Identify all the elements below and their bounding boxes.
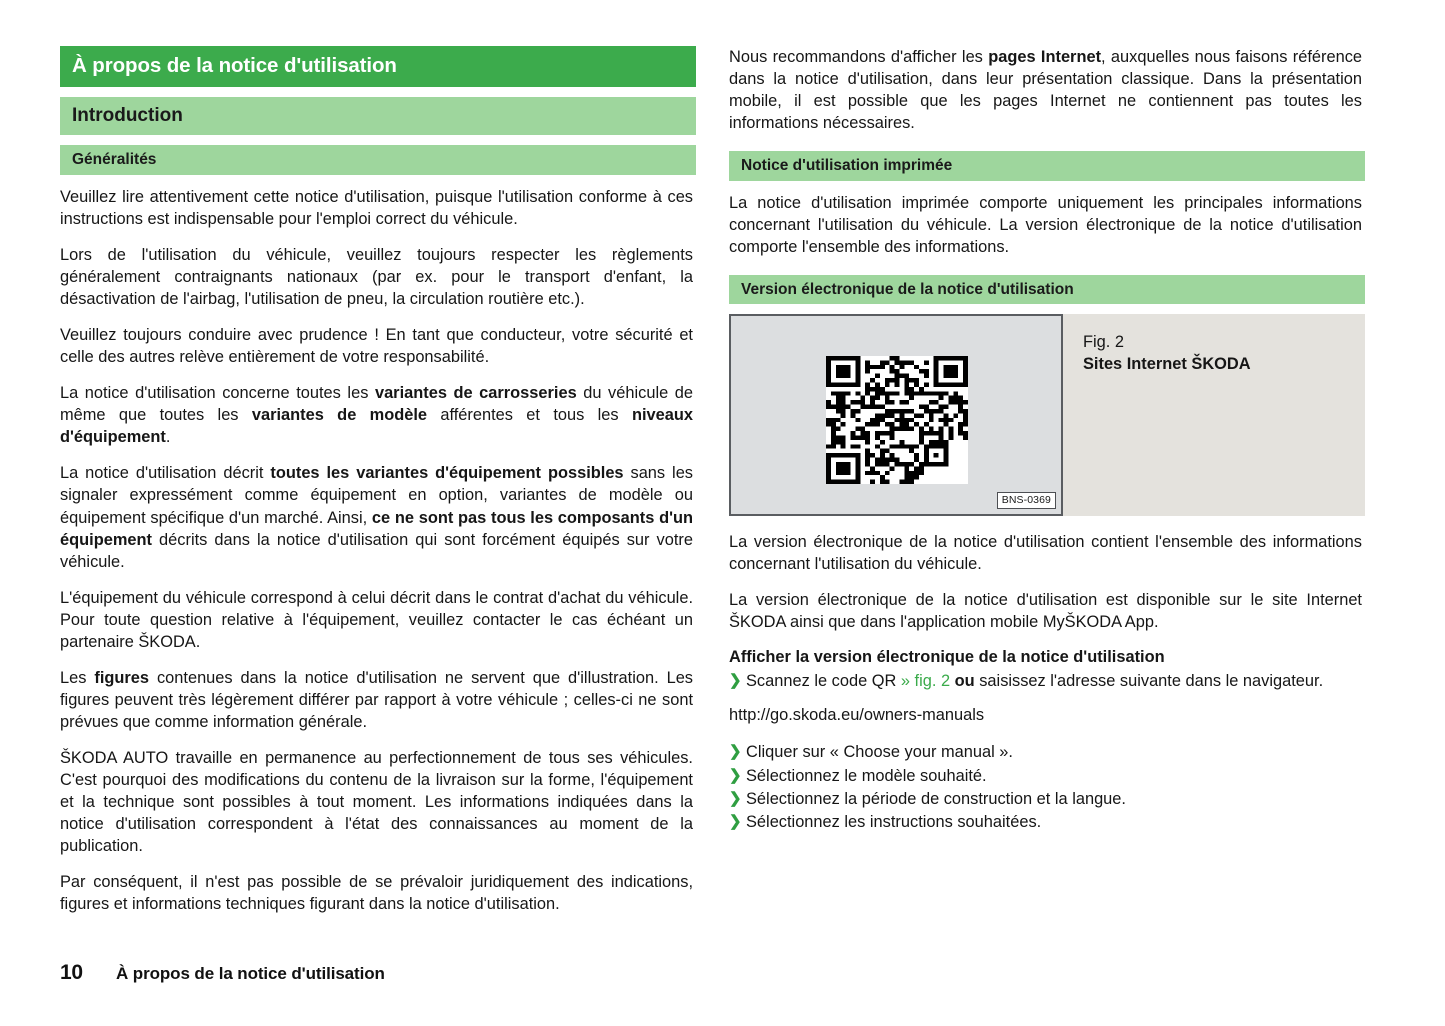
paragraph-electronique-2: La version électronique de la notice d'utilisation est disponible sur le site Internet ŠKODA ainsi que dans l'application mobile MyŠKODA App.: [729, 591, 1362, 632]
paragraph-electronique-1: La version électronique de la notice d'utilisation contient l'ensemble des informations concernant l'utilisation du véhicule.: [729, 533, 1362, 574]
text-fragment: , auxquelles nous faisons référence dans la notice d'utilisation, dans leur présentation classique. Dans la présentation mobile, il est possible que les pages Internet ne contiennent pas toutes les informations nécessaires.: [729, 48, 1362, 133]
left-column: [60, 46, 700, 916]
list-item-step: [729, 765, 1369, 787]
text-fragment: Scannez le code QR: [746, 672, 901, 691]
list-item-step: [729, 741, 1369, 763]
section-title-band: Introduction: [60, 97, 696, 136]
figure-image-panel: [729, 314, 1063, 516]
text-fragment: .: [165, 428, 171, 447]
figure-reference-link[interactable]: » fig. 2: [900, 672, 951, 691]
text-fragment: contenues dans la notice d'utilisation ne servent que d'illustration. Les figures peuvent très légèrement différer par rapport à votre véhicule ; celles-ci ne sont prévues que comme information générale.: [60, 668, 694, 731]
page-number: 10: [60, 961, 83, 984]
paragraph-variantes: [60, 382, 693, 448]
paragraph-consequent: Par conséquent, il n'est pas possible de se prévaloir juridiquement des indications, figures et informations techniques figurant dans la notice d'utilisation.: [60, 873, 693, 914]
step-text: Cliquer sur « Choose your manual ».: [746, 743, 1013, 762]
figure-number: Fig. 2: [1083, 333, 1124, 352]
page-footer: [60, 961, 385, 985]
qr-code-icon: [826, 356, 968, 484]
figure-qr-skoda: [729, 314, 1365, 516]
figure-code-label: BNS-0369: [997, 492, 1056, 510]
subsection-title-band: Généralités: [60, 145, 696, 174]
paragraph-skoda-auto: ŠKODA AUTO travaille en permanence au perfectionnement de tous ses véhicules. C'est pourquoi des modifications du contenu de la livraison sur la forme, l'équipement et la technique sont possibles à tout moment. Les informations indiquées dans la notice d'utilisation correspondent à l'état des connaissances au moment de la publication.: [60, 749, 693, 856]
text-fragment: décrits dans la notice d'utilisation qui sont forcément équipés sur votre véhicule.: [60, 530, 693, 571]
right-column: [729, 46, 1369, 847]
paragraph-prudence: Veuillez toujours conduire avec prudence ! En tant que conducteur, votre sécurité et celle des autres relève entièrement de votre responsabilité.: [60, 326, 693, 367]
scan-instruction-list: [729, 670, 1369, 692]
bold-variantes-carrosseries: variantes de carrosseries: [374, 384, 577, 403]
paragraph-notice-imprimee: La notice d'utilisation imprimée comporte uniquement les principales informations concernant l'utilisation du véhicule. La version électronique de la notice d'utilisation comporte l'ensemble des informations.: [729, 193, 1362, 256]
text-fragment: afférentes et tous les: [427, 406, 632, 425]
bold-variantes-equipement: toutes les variantes d'équipement possibles: [270, 464, 624, 483]
chevron-right-icon: ❯: [729, 789, 742, 807]
paragraph-equipement: [60, 462, 693, 572]
chapter-title-band: À propos de la notice d'utilisation: [60, 46, 696, 87]
list-item-step: [729, 788, 1369, 810]
chevron-right-icon: ❯: [729, 672, 742, 690]
text-fragment: saisissez l'adresse suivante dans le navigateur.: [974, 672, 1324, 691]
bold-composants-equipement: ce ne sont pas tous les composants d'un équipement: [60, 508, 693, 549]
figure-caption: [1063, 314, 1365, 516]
paragraph-pages-internet: [729, 46, 1362, 134]
subheading-afficher-version: Afficher la version électronique de la notice d'utilisation: [729, 648, 1165, 667]
text-fragment: du véhicule de même que toutes les: [60, 384, 693, 425]
bold-figures: figures: [94, 668, 150, 687]
text-fragment: La notice d'utilisation concerne toutes les: [60, 384, 375, 403]
paragraph-generalites-1: Veuillez lire attentivement cette notice d'utilisation, puisque l'utilisation conforme à ces instructions est indispensable pour l'emploi correct du véhicule.: [60, 187, 693, 228]
bold-variantes-modele: variantes de modèle: [251, 406, 428, 425]
chevron-right-icon: ❯: [729, 743, 742, 761]
manual-url[interactable]: http://go.skoda.eu/owners-manuals: [729, 706, 985, 725]
paragraph-reglements: Lors de l'utilisation du véhicule, veuillez toujours respecter les règlements généralement contraignants nationaux (par ex. pour le transport d'enfant, la désactivation de l'airbag, l'utilisation de pneu, la circulation routière etc.).: [60, 245, 693, 308]
steps-list: [729, 741, 1369, 832]
bold-ou: ou: [950, 672, 975, 691]
heading-version-electronique: Version électronique de la notice d'utilisation: [729, 275, 1365, 304]
text-fragment: sans les signaler expressément comme équipement en option, variantes de modèle ou équipement spécifique d'un marché. Ainsi,: [60, 464, 694, 527]
bold-pages-internet: pages Internet: [988, 48, 1102, 66]
step-text: Sélectionnez la période de construction et la langue.: [746, 789, 1126, 808]
text-fragment: Les: [60, 668, 95, 687]
step-text: Sélectionnez le modèle souhaité.: [746, 766, 987, 785]
paragraph-figures: [60, 667, 693, 733]
list-item-step: [729, 811, 1369, 833]
step-text: Sélectionnez les instructions souhaitées.: [746, 812, 1042, 831]
text-fragment: La notice d'utilisation décrit: [60, 464, 271, 483]
chevron-right-icon: ❯: [729, 766, 742, 784]
footer-chapter-title: À propos de la notice d'utilisation: [116, 964, 385, 983]
figure-title: Sites Internet ŠKODA: [1083, 354, 1251, 373]
list-item-scan: [729, 670, 1369, 692]
qr-code-canvas: [826, 356, 968, 484]
chevron-right-icon: ❯: [729, 812, 742, 830]
bold-niveaux-equipement: niveaux d'équipement: [60, 406, 693, 447]
paragraph-equipement-contrat: L'équipement du véhicule correspond à celui décrit dans le contrat d'achat du véhicule. Pour toute question relative à l'équipement, veuillez contacter le cas échéant un partenaire ŠKODA.: [60, 588, 693, 651]
text-fragment: Nous recommandons d'afficher les: [729, 48, 989, 66]
heading-notice-imprimee: Notice d'utilisation imprimée: [729, 151, 1365, 180]
